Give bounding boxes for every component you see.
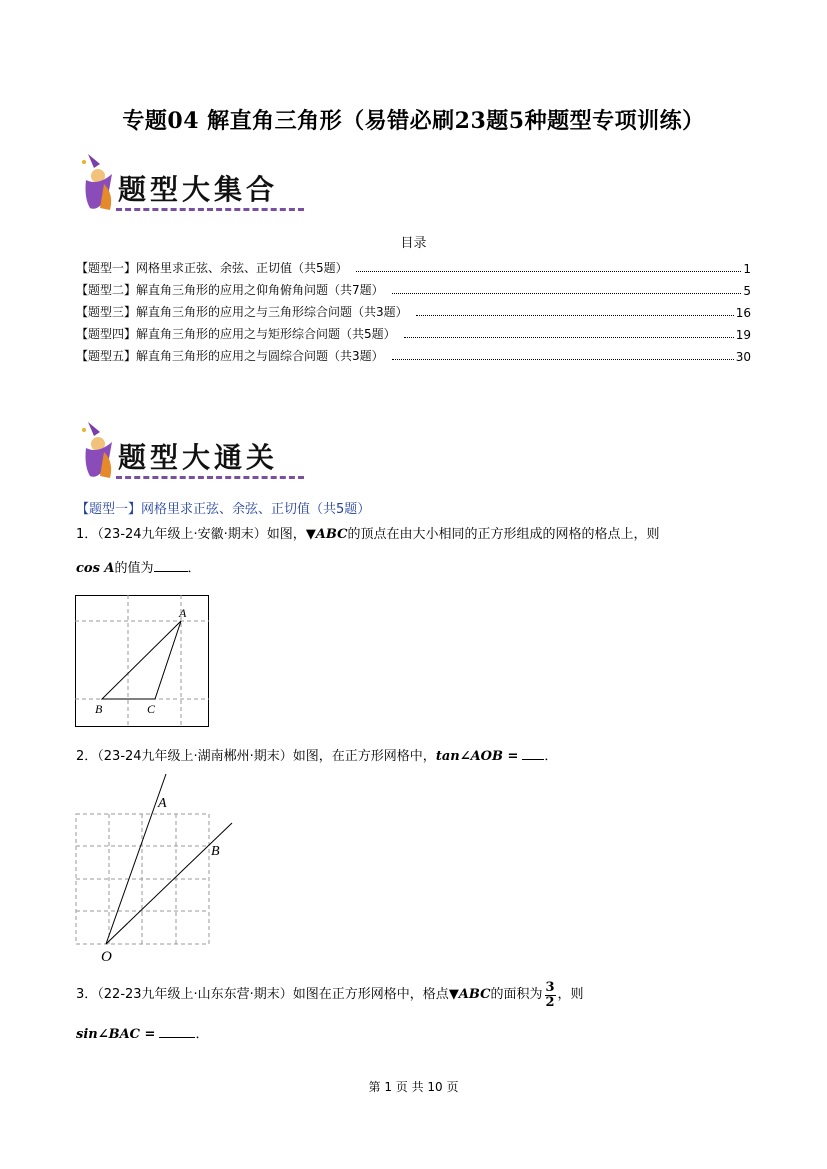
toc-heading: 目录 [400,236,427,251]
point-label-b: B [211,844,220,859]
question-3-suffix: ，则 [557,987,584,1002]
triangle-symbol: ▼ABC [305,527,348,542]
toc-item[interactable] [76,278,751,298]
toc-item-label: 【题型三】解直角三角形的应用之与三角形综合问题（共3题） [76,305,408,319]
question-3-mid: 的面积为 [490,987,543,1002]
question-2-figure [70,770,240,965]
question-3-prefix: 3．（22-23九年级上·山东东营·期末）如图在正方形网格中，格点 [76,987,449,1002]
question-2-line1 [76,748,557,766]
banner-divider [116,476,304,479]
document-title: 专题04 解直角三角形（易错必刷23题5种题型专项训练） [122,108,705,134]
banner-title: 题型大集合 [118,173,279,206]
answer-blank[interactable] [159,1037,195,1038]
answer-blank[interactable] [522,759,544,760]
toc-item-label: 【题型二】解直角三角形的应用之仰角俯角问题（共7题） [76,283,384,297]
toc-item-page: 5 [743,284,751,298]
period: ． [187,561,201,576]
toc-item-page: 30 [735,350,751,364]
toc-item-page: 19 [735,328,751,342]
toc-leader [404,337,734,338]
question-1-line2 [76,560,201,578]
page-footer: 第 1 页 共 10 页 [368,1080,459,1094]
toc-leader [416,315,734,316]
toc-leader [356,271,742,272]
section-heading: 【题型一】网格里求正弦、余弦、正切值（共5题） [76,502,371,517]
period: ． [195,1027,209,1042]
toc-leader [392,359,734,360]
toc-item[interactable] [76,322,751,342]
point-label-a: A [179,606,187,620]
toc-item-page: 16 [735,306,751,320]
answer-blank[interactable] [154,571,188,572]
question-1-prefix: 1．（23-24九年级上·安徽·期末）如图， [76,527,306,542]
period: ． [544,749,558,764]
toc-item[interactable] [76,344,751,364]
toc-item-page: 1 [743,262,751,276]
point-label-c: C [147,702,156,716]
section-banner-collection [78,150,318,226]
math-expression: tan∠AOB = [435,749,519,764]
math-expression: sin∠BAC = [76,1027,156,1042]
banner-title: 题型大通关 [118,441,279,474]
toc-leader [392,293,742,294]
toc-item[interactable] [76,300,751,320]
fraction-numerator: 3 [545,979,555,995]
toc-item-label: 【题型一】网格里求正弦、余弦、正切值（共5题） [76,261,348,275]
question-1-figure [75,595,209,727]
toc-item-label: 【题型四】解直角三角形的应用之与矩形综合问题（共5题） [76,327,396,341]
question-1-suffix: 的顶点在由大小相同的正方形组成的网格的格点上，则 [347,527,660,542]
math-expression: cos A [76,561,115,576]
point-label-a: A [158,796,167,811]
banner-divider [116,208,304,211]
question-3-line2 [76,1026,208,1044]
question-3-line1 [76,976,584,1014]
point-label-b: B [95,702,103,716]
triangle-symbol: ▼ABC [448,987,491,1002]
fraction [545,981,556,1010]
toc-item-label: 【题型五】解直角三角形的应用之与圆综合问题（共3题） [76,349,384,363]
question-2-prefix: 2．（23-24九年级上·湖南郴州·期末）如图，在正方形网格中， [76,749,436,764]
question-1-line1 [76,526,660,544]
section-banner-practice [78,418,318,494]
toc-item[interactable] [76,256,751,276]
fraction-denominator: 2 [545,994,555,1010]
point-label-o: O [101,949,112,965]
question-1-text: 的值为 [114,561,154,576]
